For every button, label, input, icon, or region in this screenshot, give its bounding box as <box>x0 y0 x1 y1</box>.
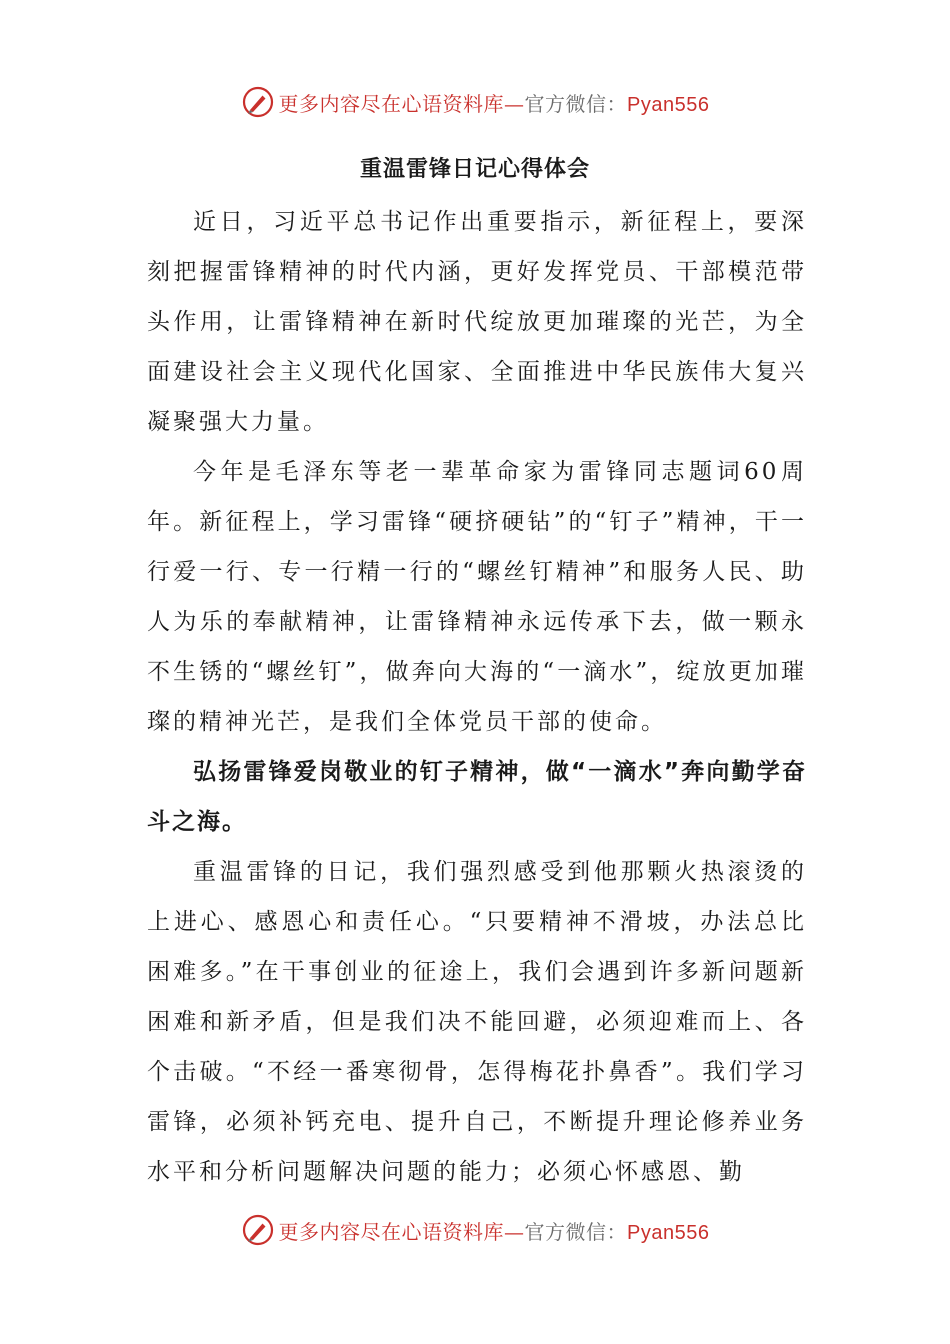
watermark-wechat-id: Pyan556 <box>627 93 710 116</box>
watermark-wechat-label: 官方微信： <box>524 1219 628 1244</box>
watermark-wechat-id: Pyan556 <box>627 1221 710 1244</box>
paragraph-1: 近日，习近平总书记作出重要指示，新征程上，要深刻把握雷锋精神的时代内涵，更好发挥党员、干部模范带头作用，让雷锋精神在新时代绽放更加璀璨的光芒，为全面建设社会主义现代化国家、全面推进中华民族伟大复兴凝聚强大力量。 <box>147 209 807 435</box>
pen-logo-icon <box>241 85 275 119</box>
paragraph-3: 重温雷锋的日记，我们强烈感受到他那颗火热滚烫的上进心、感恩心和责任心。“只要精神不滑坡，办法总比困难多。”在干事创业的征途上，我们会遇到许多新问题新困难和新矛盾，但是我们决不能回避，必须迎难而上、各个击破。“不经一番寒彻骨，怎得梅花扑鼻香”。我们学习雷锋，必须补钙充电、提升自己，不断提升理论修养业务水平和分析问题解决问题的能力；必须心怀感恩、勤 <box>147 859 807 1185</box>
pen-logo-icon <box>241 1213 275 1247</box>
watermark-text <box>279 88 710 117</box>
watermark-wechat-label: 官方微信： <box>524 91 628 116</box>
paragraph-2: 今年是毛泽东等老一辈革命家为雷锋同志题词60周年。新征程上，学习雷锋“硬挤硬钻”的“钉子”精神，干一行爱一行、专一行精一行的“螺丝钉精神”和服务人民、助人为乐的奉献精神，让雷锋精神永远传承下去，做一颗永不生锈的“螺丝钉”，做奔向大海的“一滴水”，绽放更加璀璨的精神光芒，是我们全体党员干部的使命。 <box>147 459 807 735</box>
watermark-site-text: 更多内容尽在心语资料库— <box>278 91 525 116</box>
header-watermark-banner <box>0 82 950 122</box>
document-title: 重温雷锋日记心得体会 <box>359 157 590 182</box>
document-body <box>147 197 807 1197</box>
watermark-site-text: 更多内容尽在心语资料库— <box>278 1219 525 1244</box>
section-heading: 弘扬雷锋爱岗敬业的钉子精神，做“一滴水”奔向勤学奋斗之海。 <box>147 759 807 835</box>
footer-watermark-banner <box>0 1210 950 1250</box>
watermark-text <box>279 1216 710 1245</box>
